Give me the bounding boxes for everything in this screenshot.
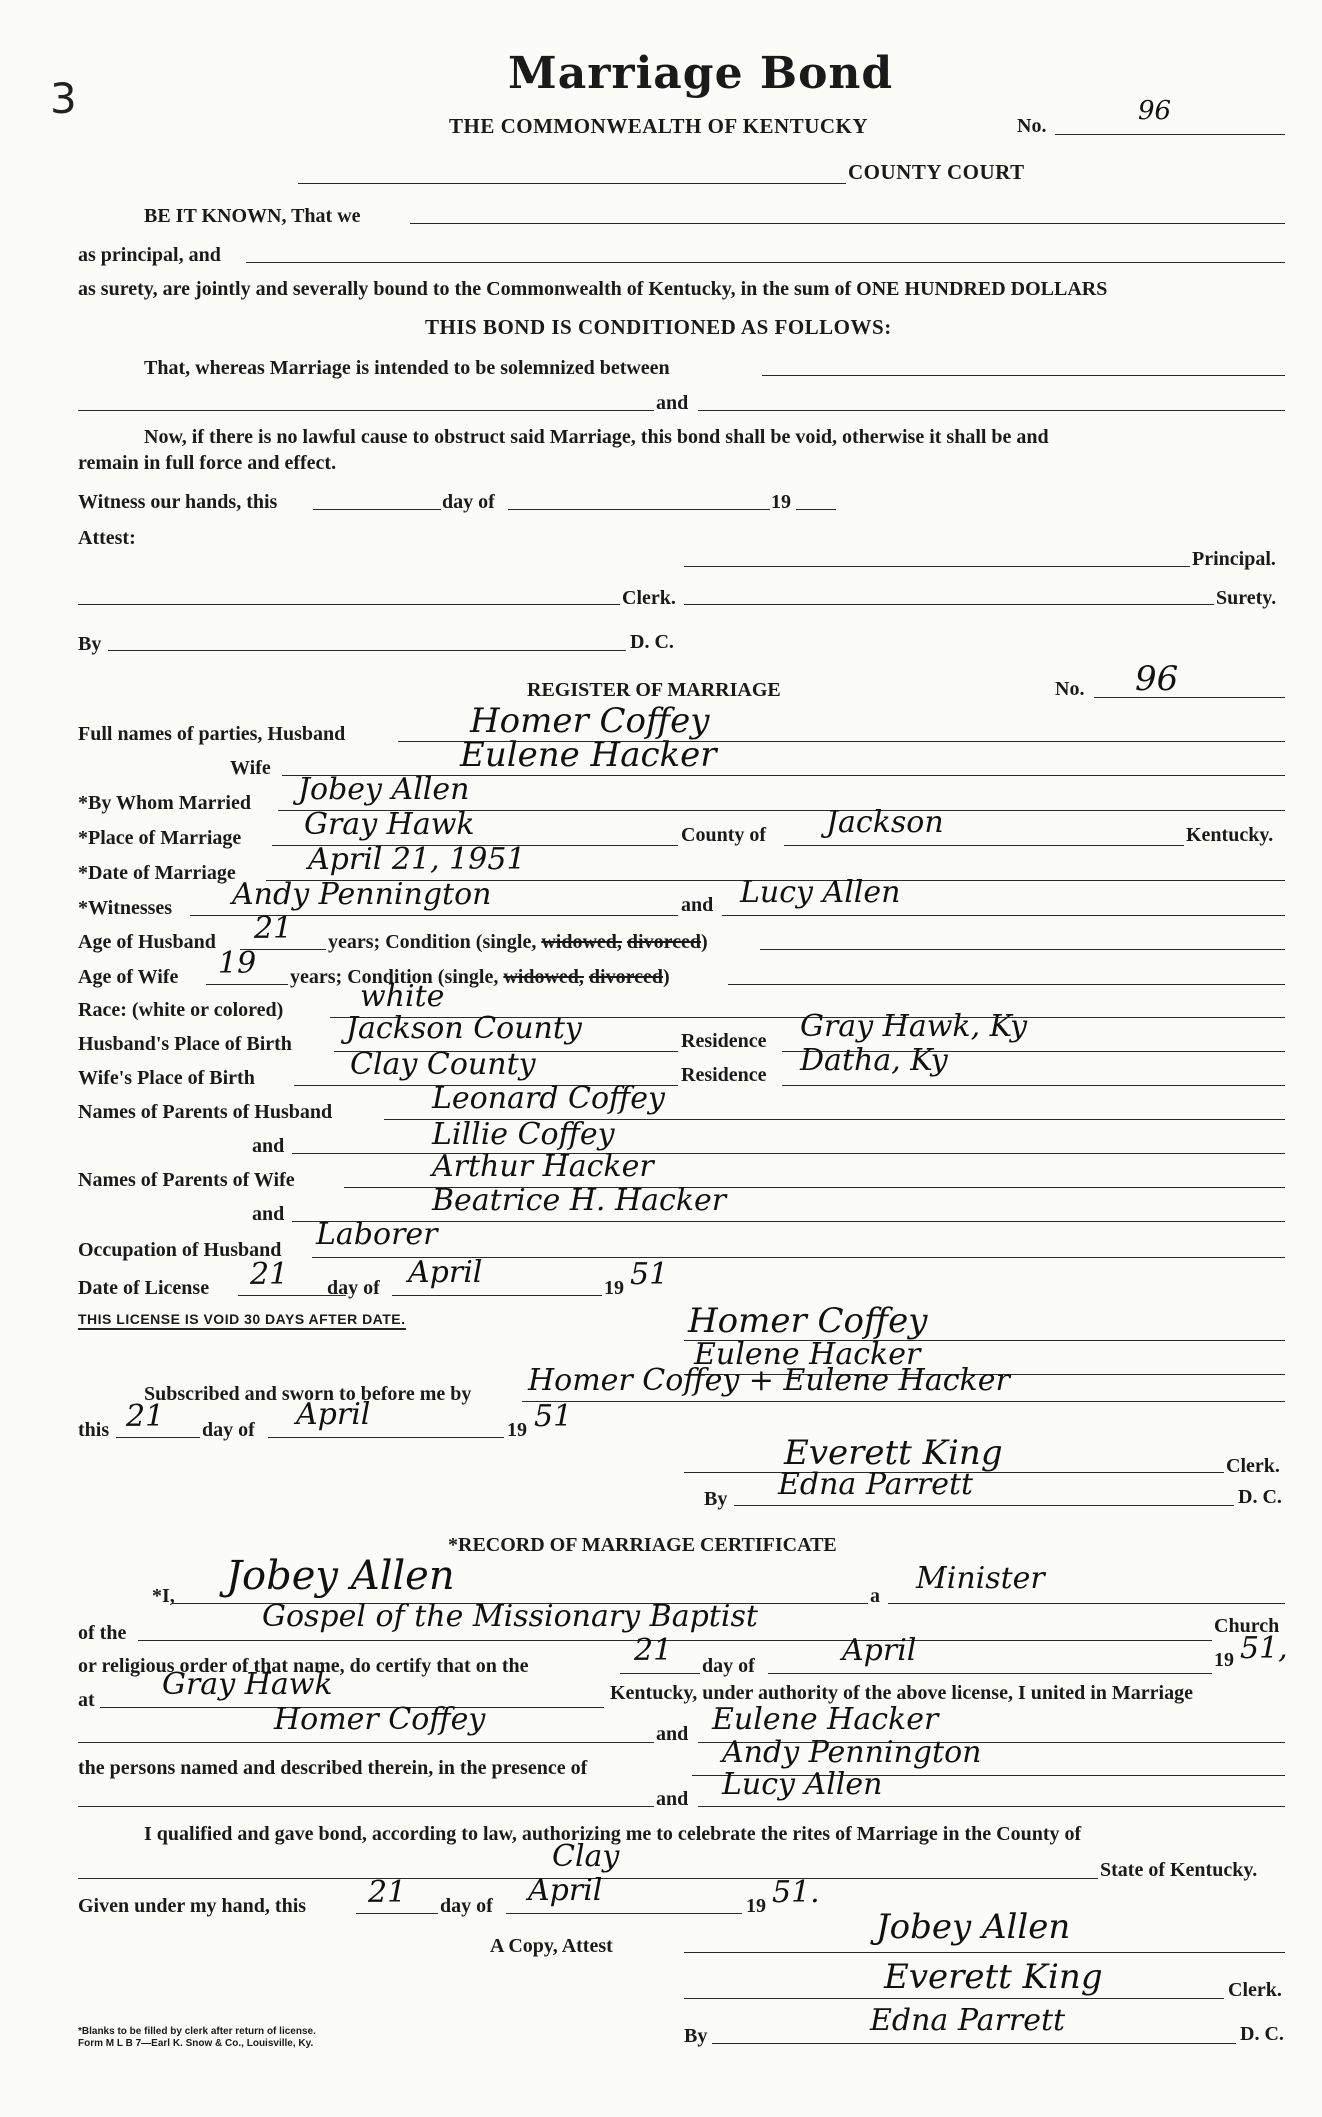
cert-persons-named: the persons named and described therein, in the presence of [78, 1757, 588, 1779]
void-notice: THIS LICENSE IS VOID 30 DAYS AFTER DATE. [78, 1312, 406, 1330]
register-clerk-signature: Everett King [784, 1433, 1003, 1473]
condition-single-text: years; Condition (single, [328, 931, 537, 953]
now-if-line-1: Now, if there is no lawful cause to obstruct said Marriage, this bond shall be void, otherwise it shall be and [144, 426, 1049, 448]
age-husband-condition [328, 932, 708, 952]
by-whom-value: Jobey Allen [298, 772, 470, 807]
age-wife-label: Age of Wife [78, 966, 179, 988]
cert-given-day: 21 [368, 1875, 407, 1910]
between-line-1 [78, 410, 654, 411]
principal-name-line [410, 223, 1285, 224]
husband-residence-label: Residence [681, 1030, 767, 1052]
subscribed-label: Subscribed and sworn to before me by [144, 1383, 472, 1405]
cert-dc-label: D. C. [1240, 2023, 1284, 2045]
cert-witness-spacer-line [78, 1806, 654, 1807]
cert-qualified: I qualified and gave bond, according to law, authorizing me to celebrate the rites of Marriage in the County of [144, 1823, 1082, 1845]
cert-groom: Homer Coffey [274, 1702, 486, 1737]
witness-hands: Witness our hands, this [78, 491, 278, 513]
witness-month-line [508, 509, 770, 510]
age-wife-condition [290, 967, 670, 987]
age-wife-trail-line [728, 984, 1285, 985]
footer-form-note: Form M L B 7—Earl K. Snow & Co., Louisville, Ky. [78, 2037, 314, 2049]
bond-dc-line [108, 650, 626, 651]
wife-label: Wife [230, 757, 271, 779]
attest-label: Attest: [78, 527, 136, 549]
place-label: *Place of Marriage [78, 827, 242, 849]
cert-church-line [138, 1640, 1212, 1641]
cert-religious-order: or religious order of that name, do certify that on the [78, 1655, 529, 1677]
condition-close: ) [701, 931, 708, 953]
wife-residence-value: Datha, Ky [800, 1043, 948, 1078]
cert-year-prefix: 19 [1214, 1649, 1234, 1671]
cert-witness2-line [698, 1806, 1285, 1807]
footer-note [78, 2026, 438, 2049]
conditioned-heading: THIS BOND IS CONDITIONED AS FOLLOWS: [425, 315, 892, 339]
sub-day-line [116, 1437, 200, 1438]
witness-year-prefix: 19 [771, 491, 791, 513]
witness-year-line [796, 509, 836, 510]
cert-witness-and: and [656, 1788, 689, 1810]
subscribed-value: Homer Coffey + Eulene Hacker [528, 1363, 1010, 1398]
cert-place: Gray Hawk [162, 1667, 333, 1702]
license-day-value: 21 [250, 1257, 289, 1292]
occupation-label: Occupation of Husband [78, 1239, 282, 1261]
cert-given-month-line [506, 1913, 742, 1914]
parents-husband-label: Names of Parents of Husband [78, 1101, 333, 1123]
cert-clerk-label: Clerk. [1228, 1979, 1282, 2001]
husband-residence-value: Gray Hawk, Ky [800, 1009, 1028, 1044]
cert-given: Given under my hand, this [78, 1895, 307, 1917]
cert-year-suffix: 51, [1240, 1631, 1288, 1666]
county-value-line [784, 845, 1184, 846]
surety-name-line [246, 262, 1285, 263]
license-month-value: April [408, 1255, 483, 1290]
margin-number: 3 [50, 74, 77, 123]
wife-signature: Eulene Hacker [694, 1337, 921, 1372]
witness-day-line [313, 509, 441, 510]
witness2-line [722, 915, 1285, 916]
cert-church-name: Gospel of the Missionary Baptist [262, 1599, 758, 1634]
wife-condition-widowed: widowed, [503, 966, 584, 988]
parent-w1-value: Arthur Hacker [432, 1149, 654, 1184]
wife-name: Eulene Hacker [460, 735, 717, 775]
cert-copy-attest: A Copy, Attest [490, 1935, 613, 1957]
cert-groom-line [78, 1742, 654, 1743]
bond-title: Marriage Bond [508, 48, 894, 99]
parent-h1-value: Leonard Coffey [432, 1081, 665, 1116]
cert-witness1: Andy Pennington [722, 1735, 982, 1770]
wife-condition-single-text: years; Condition (single, [290, 966, 499, 988]
bond-clerk-label: Clerk. [622, 587, 676, 609]
register-title: REGISTER OF MARRIAGE [527, 679, 781, 701]
wife-birth-value: Clay County [350, 1047, 536, 1082]
register-no-label: No. [1055, 678, 1085, 700]
husband-signature: Homer Coffey [688, 1301, 928, 1341]
cert-given-year-suffix: 51. [772, 1875, 820, 1910]
cert-a-label: a [870, 1585, 880, 1607]
age-wife-line [206, 984, 288, 985]
license-label: Date of License [78, 1277, 210, 1299]
cert-clerk-signature: Everett King [884, 1957, 1103, 1997]
cert-state: State of Kentucky. [1100, 1859, 1258, 1881]
cert-dc-line [712, 2043, 1236, 2044]
cert-officiant: Jobey Allen [226, 1553, 455, 1599]
witnesses-label: *Witnesses [78, 897, 173, 919]
bond-dc-label: D. C. [630, 631, 674, 653]
certificate-title: *RECORD OF MARRIAGE CERTIFICATE [448, 1534, 837, 1556]
cert-month: April [842, 1633, 917, 1668]
sub-this: this [78, 1419, 110, 1441]
witness-day-of: day of [442, 491, 495, 513]
cert-given-year-prefix: 19 [746, 1895, 766, 1917]
cert-i-label: *I, [152, 1585, 175, 1607]
condition-widowed: widowed, [541, 931, 622, 953]
place-value: Gray Hawk [304, 807, 475, 842]
cert-given-day-of: day of [440, 1895, 493, 1917]
cert-witness2: Lucy Allen [722, 1767, 883, 1802]
cert-day-of: day of [702, 1655, 755, 1677]
cert-county: Clay [552, 1839, 620, 1874]
between-and: and [656, 392, 689, 414]
register-clerk-label: Clerk. [1226, 1455, 1280, 1477]
surety-sig-line [684, 604, 1214, 605]
cert-at-label: at [78, 1689, 95, 1711]
race-value: white [360, 979, 445, 1014]
sub-month-value: April [296, 1397, 371, 1432]
sub-month-line [268, 1437, 504, 1438]
cert-by-label: By [684, 2025, 708, 2047]
cert-day-line [620, 1673, 700, 1674]
sub-day-of: day of [202, 1419, 255, 1441]
date-value: April 21, 1951 [308, 842, 526, 877]
wife-condition-divorced: divorced [588, 966, 663, 988]
cert-officiant-sig-line [684, 1952, 1285, 1953]
age-wife-value: 19 [218, 946, 257, 981]
parent-w2-value: Beatrice H. Hacker [432, 1183, 727, 1218]
whereas-text: That, whereas Marriage is intended to be solemnized between [144, 357, 670, 379]
age-husband-value: 21 [254, 911, 293, 946]
cert-day: 21 [634, 1633, 673, 1668]
husband-birth-label: Husband's Place of Birth [78, 1033, 292, 1055]
register-dc-label: D. C. [1238, 1486, 1282, 1508]
cert-given-month: April [528, 1873, 603, 1908]
parent-h2-value: Lillie Coffey [432, 1117, 615, 1152]
principal-sig-line [684, 566, 1190, 567]
wife-residence-label: Residence [681, 1064, 767, 1086]
subscribed-line [522, 1401, 1285, 1402]
license-day-of: day of [327, 1277, 380, 1299]
condition-divorced: divorced [626, 931, 701, 953]
footer-blanks-note: *Blanks to be filled by clerk after return of license. [78, 2026, 316, 2037]
witness2-value: Lucy Allen [740, 875, 901, 910]
cert-clerk-line [684, 1998, 1224, 1999]
age-husband-trail-line [760, 949, 1285, 950]
parents-wife-and: and [252, 1203, 285, 1225]
register-no-line [1094, 697, 1285, 698]
between-line-2 [698, 410, 1285, 411]
be-it-known: BE IT KNOWN, That we [144, 205, 361, 227]
parent-w2-line [292, 1221, 1285, 1222]
cert-church-label: Church [1214, 1615, 1280, 1637]
bond-no-label: No. [1017, 115, 1047, 137]
register-dc-signature: Edna Parrett [778, 1467, 974, 1502]
wife-residence-line [782, 1085, 1285, 1086]
sub-day-value: 21 [126, 1399, 165, 1434]
cert-office: Minister [916, 1561, 1045, 1596]
commonwealth-heading: THE COMMONWEALTH OF KENTUCKY [449, 114, 869, 138]
county-label: County of [681, 824, 767, 846]
husband-name: Homer Coffey [470, 701, 710, 741]
cert-month-line [768, 1673, 1212, 1674]
sub-year-prefix: 19 [507, 1419, 527, 1441]
cert-and-label: and [656, 1723, 689, 1745]
license-year-suffix: 51 [630, 1257, 669, 1292]
now-if-line-2: remain in full force and effect. [78, 452, 337, 474]
race-label: Race: (white or colored) [78, 999, 284, 1021]
whereas-line [762, 375, 1285, 376]
surety-label: Surety. [1216, 587, 1277, 609]
parents-wife-label: Names of Parents of Wife [78, 1169, 295, 1191]
as-surety-text: as surety, are jointly and severally bound to the Commonwealth of Kentucky, in the sum of ONE HUNDRED DOLLARS [78, 278, 1108, 300]
sub-year-suffix: 51 [534, 1399, 573, 1434]
date-label: *Date of Marriage [78, 862, 236, 884]
parents-husband-and: and [252, 1135, 285, 1157]
wife-birth-label: Wife's Place of Birth [78, 1067, 255, 1089]
witnesses-and: and [681, 894, 714, 916]
kentucky-label: Kentucky. [1186, 824, 1274, 846]
cert-authority: Kentucky, under authority of the above license, I united in Marriage [610, 1682, 1193, 1704]
county-value: Jackson [826, 805, 944, 840]
bond-no-value: 96 [1138, 96, 1172, 126]
cert-given-day-line [356, 1913, 438, 1914]
bond-by-label: By [78, 633, 102, 655]
occupation-value: Laborer [316, 1217, 438, 1252]
husband-label: Full names of parties, Husband [78, 723, 346, 745]
husband-birth-value: Jackson County [346, 1011, 582, 1046]
license-year-prefix: 19 [604, 1277, 624, 1299]
license-month-line [392, 1295, 602, 1296]
wife-condition-close: ) [663, 966, 670, 988]
register-dc-line [734, 1505, 1234, 1506]
cert-of-the: of the [78, 1622, 127, 1644]
principal-label: Principal. [1192, 548, 1276, 570]
county-court-label: COUNTY COURT [848, 160, 1025, 184]
witness1-value: Andy Pennington [232, 877, 492, 912]
cert-bride: Eulene Hacker [712, 1702, 939, 1737]
cert-officiant-signature: Jobey Allen [876, 1907, 1071, 1947]
cert-dc-signature: Edna Parrett [870, 2003, 1066, 2038]
county-line [298, 183, 846, 184]
as-principal: as principal, and [78, 244, 221, 266]
register-by-label: By [704, 1488, 728, 1510]
register-no-value: 96 [1135, 659, 1179, 699]
age-husband-label: Age of Husband [78, 931, 216, 953]
bond-no-line [1055, 134, 1285, 135]
clerk-sig-line [78, 604, 620, 605]
cert-office-line [888, 1603, 1285, 1604]
by-whom-label: *By Whom Married [78, 792, 251, 814]
